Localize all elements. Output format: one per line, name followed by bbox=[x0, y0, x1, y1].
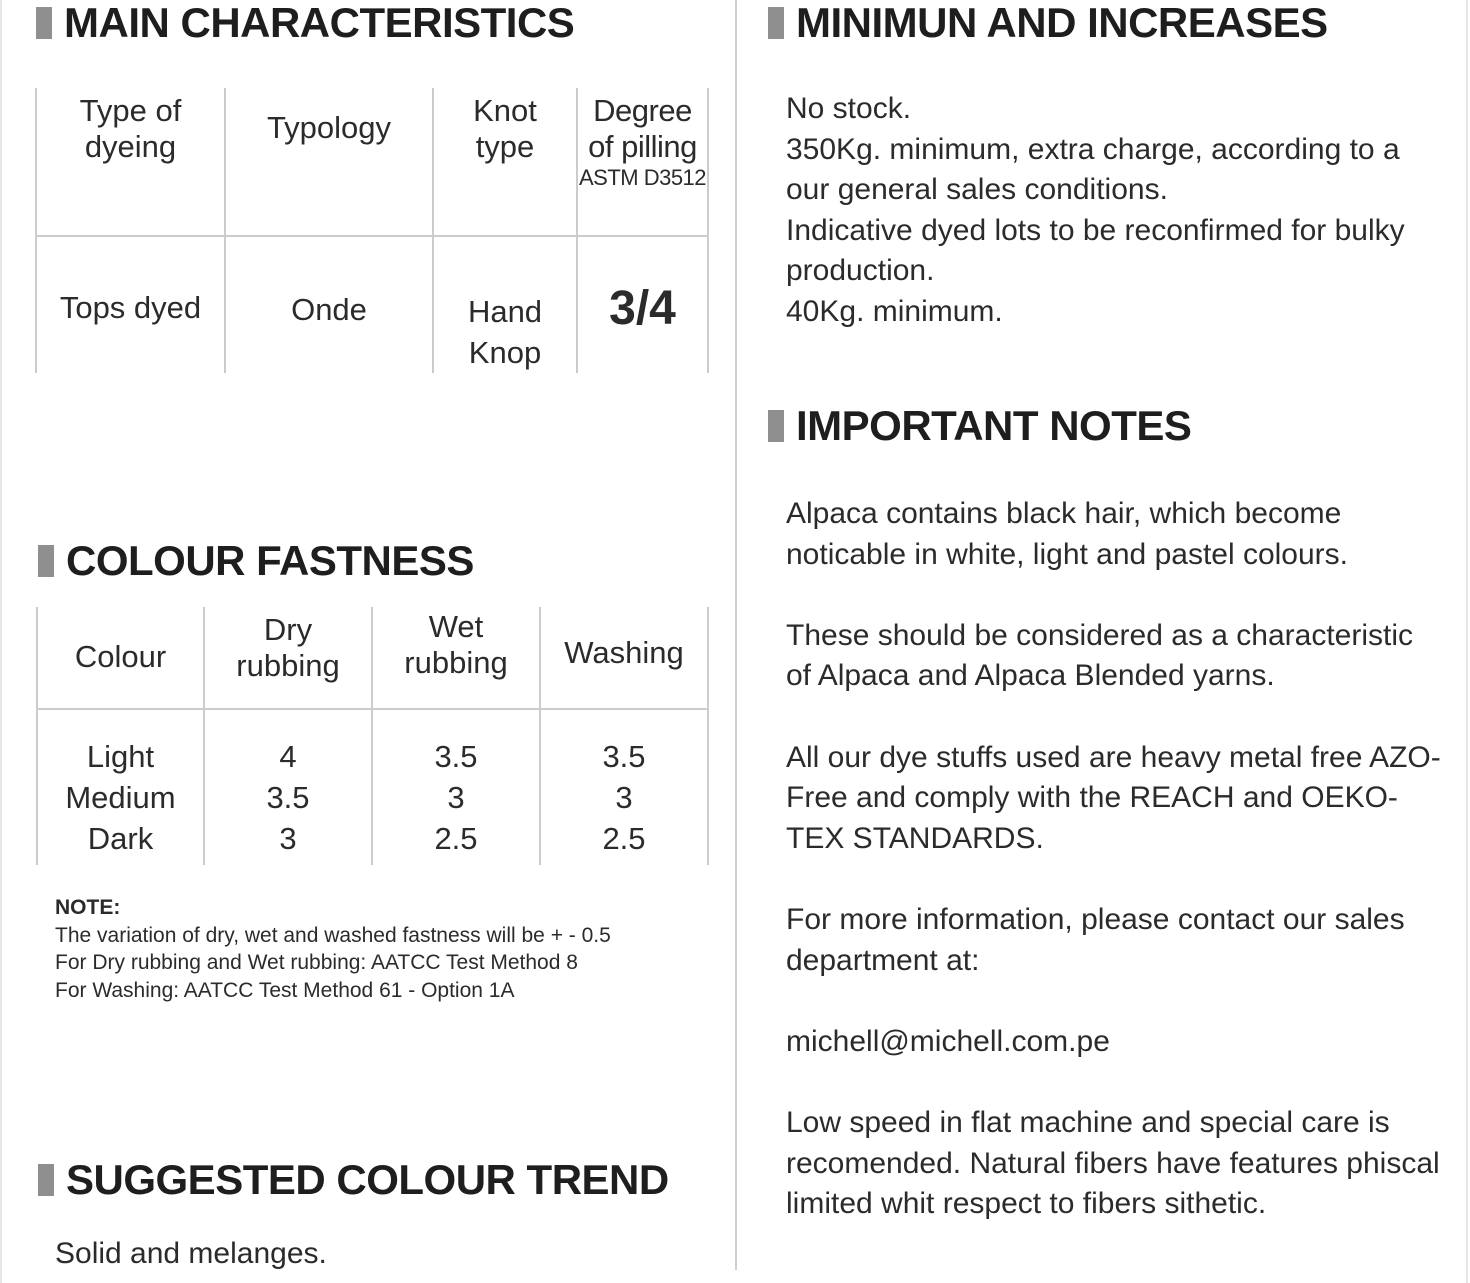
suggested-colour-trend-heading bbox=[38, 1156, 669, 1203]
value-typology: Onde bbox=[225, 236, 433, 373]
colour-fastness-table bbox=[36, 607, 709, 865]
heading-bar-icon bbox=[768, 7, 784, 39]
colour-fastness-heading bbox=[38, 537, 474, 584]
value-knot-type: Hand Knop bbox=[433, 236, 577, 373]
main-characteristics-table bbox=[35, 88, 709, 373]
note-line: For Washing: AATCC Test Method 61 - Option 1A bbox=[55, 978, 515, 1002]
colour-fastness-title: COLOUR FASTNESS bbox=[66, 537, 474, 584]
header-dry-rubbing: Dry rubbing bbox=[204, 607, 372, 709]
colour-column bbox=[37, 709, 204, 865]
minimum-line: 350Kg. minimum, extra charge, according to a our general sales conditions. bbox=[786, 132, 1400, 207]
important-note-paragraph: All our dye stuffs used are heavy metal free AZO-Free and comply with the REACH and OEKO-TEX STANDARDS. bbox=[786, 740, 1441, 855]
header-wet-rubbing: Wet rubbing bbox=[372, 607, 540, 709]
header-typology: Typology bbox=[225, 88, 433, 236]
washing-dark: 2.5 bbox=[602, 821, 646, 856]
dry-rubbing-light: 4 bbox=[279, 739, 297, 774]
colour-medium: Medium bbox=[65, 780, 176, 815]
minimum-and-increases-title: MINIMUN AND INCREASES bbox=[796, 0, 1328, 46]
note-line: The variation of dry, wet and washed fastness will be + - 0.5 bbox=[55, 923, 611, 947]
fastness-note bbox=[55, 894, 611, 1004]
value-degree-of-pilling: 3/4 bbox=[577, 236, 708, 373]
main-characteristics-heading bbox=[36, 2, 574, 44]
heading-bar-icon bbox=[768, 410, 784, 442]
important-notes-title: IMPORTANT NOTES bbox=[796, 402, 1192, 449]
header-colour: Colour bbox=[37, 607, 204, 709]
dry-rubbing-medium: 3.5 bbox=[266, 780, 310, 815]
dry-rubbing-column bbox=[204, 709, 372, 865]
wet-rubbing-medium: 3 bbox=[447, 780, 465, 815]
important-notes-heading bbox=[768, 402, 1192, 449]
header-degree-of-pilling bbox=[577, 88, 708, 236]
important-notes-text bbox=[786, 494, 1446, 1225]
suggested-colour-trend-title: SUGGESTED COLOUR TREND bbox=[66, 1156, 669, 1203]
header-type-of-dyeing: Type of dyeing bbox=[36, 88, 225, 236]
heading-bar-icon bbox=[38, 545, 54, 577]
pilling-standard-label: ASTM D3512 bbox=[578, 165, 707, 190]
colour-light: Light bbox=[86, 739, 155, 774]
column-divider-left-edge bbox=[0, 0, 2, 1283]
colour-dark: Dark bbox=[87, 821, 154, 856]
contact-email-link[interactable]: michell@michell.com.pe bbox=[786, 1024, 1110, 1058]
main-characteristics-title: MAIN CHARACTERISTICS bbox=[64, 0, 575, 46]
important-note-paragraph: These should be considered as a characteristic of Alpaca and Alpaca Blended yarns. bbox=[786, 618, 1414, 693]
important-note-paragraph: For more information, please contact our sales department at: bbox=[786, 902, 1405, 977]
wet-rubbing-column bbox=[372, 709, 540, 865]
washing-light: 3.5 bbox=[602, 739, 646, 774]
heading-bar-icon bbox=[38, 1164, 54, 1196]
wet-rubbing-light: 3.5 bbox=[434, 739, 478, 774]
value-type-of-dyeing: Tops dyed bbox=[36, 236, 225, 373]
header-washing: Washing bbox=[540, 607, 708, 709]
minimum-line: No stock. bbox=[786, 92, 912, 125]
column-divider-center bbox=[735, 0, 737, 1270]
minimum-line: Indicative dyed lots to be reconfirmed for bulky production. bbox=[786, 213, 1405, 288]
important-note-paragraph: Low speed in flat machine and special care is recomended. Natural fibers have features phiscal limited whit respect to fibers sithetic. bbox=[786, 1105, 1440, 1221]
minimum-and-increases-text bbox=[786, 89, 1446, 333]
header-knot-type: Knot type bbox=[433, 88, 577, 236]
suggested-colour-trend-text: Solid and melanges. bbox=[55, 1237, 327, 1270]
washing-column bbox=[540, 709, 708, 865]
wet-rubbing-dark: 2.5 bbox=[434, 821, 478, 856]
dry-rubbing-dark: 3 bbox=[279, 821, 297, 856]
note-title: NOTE: bbox=[55, 896, 121, 919]
washing-medium: 3 bbox=[615, 780, 633, 815]
column-divider-right-edge bbox=[1466, 0, 1468, 1283]
minimum-and-increases-heading bbox=[768, 2, 1328, 44]
important-note-paragraph: Alpaca contains black hair, which become noticable in white, light and pastel colours. bbox=[786, 497, 1349, 571]
heading-bar-icon bbox=[36, 7, 52, 39]
minimum-line: 40Kg. minimum. bbox=[786, 294, 1003, 328]
note-line: For Dry rubbing and Wet rubbing: AATCC Test Method 8 bbox=[55, 951, 578, 974]
degree-of-pilling-label: Degree of pilling bbox=[588, 93, 697, 164]
